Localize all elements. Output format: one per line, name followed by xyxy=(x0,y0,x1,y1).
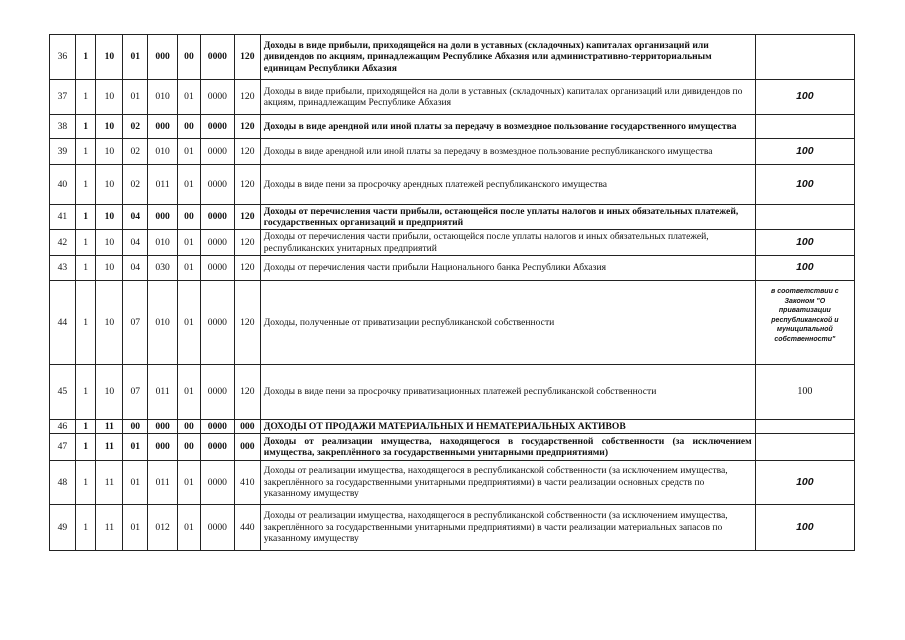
table-row xyxy=(50,365,855,420)
code-element: 01 xyxy=(178,165,201,205)
code-article: 04 xyxy=(123,205,148,230)
code-article: 07 xyxy=(123,281,148,365)
code-article: 01 xyxy=(123,35,148,80)
code-program: 0000 xyxy=(200,139,234,165)
row-number: 44 xyxy=(50,281,76,365)
code-subarticle: 011 xyxy=(148,165,178,205)
revenue-description: Доходы от реализации имущества, находящегося в государственной собственности (за исключением имущества, закреплённого за государственными унитарными предприятиями) xyxy=(260,434,755,461)
code-subarticle: 011 xyxy=(148,461,178,505)
code-group: 1 xyxy=(75,139,96,165)
code-program: 0000 xyxy=(200,505,234,551)
code-subgroup: 10 xyxy=(96,80,123,115)
privatization-law-note: в соответствии с Законом "О приватизации республиканской и муниципальной собственности" xyxy=(755,281,854,365)
code-subarticle: 000 xyxy=(148,35,178,80)
code-classification: 120 xyxy=(234,230,260,256)
code-group: 1 xyxy=(75,165,96,205)
code-article: 02 xyxy=(123,139,148,165)
code-subarticle: 010 xyxy=(148,281,178,365)
code-group: 1 xyxy=(75,281,96,365)
code-group: 1 xyxy=(75,80,96,115)
row-number: 48 xyxy=(50,461,76,505)
code-subgroup: 11 xyxy=(96,434,123,461)
code-subarticle: 000 xyxy=(148,420,178,434)
table-row xyxy=(50,230,855,256)
code-element: 01 xyxy=(178,365,201,420)
code-classification: 120 xyxy=(234,80,260,115)
row-number: 36 xyxy=(50,35,76,80)
code-classification: 120 xyxy=(234,115,260,139)
revenue-description: Доходы от перечисления части прибыли, остающейся после уплаты налогов и иных обязательных платежей, государственных организаций и предприятий xyxy=(260,205,755,230)
code-subarticle: 012 xyxy=(148,505,178,551)
code-classification: 000 xyxy=(234,434,260,461)
code-article: 02 xyxy=(123,115,148,139)
revenue-description: Доходы в виде арендной или иной платы за передачу в возмездное пользование государственного имущества xyxy=(260,115,755,139)
code-subgroup: 10 xyxy=(96,35,123,80)
code-subgroup: 11 xyxy=(96,420,123,434)
row-number: 42 xyxy=(50,230,76,256)
code-article: 01 xyxy=(123,80,148,115)
code-program: 0000 xyxy=(200,115,234,139)
code-subarticle: 010 xyxy=(148,230,178,256)
code-subarticle: 010 xyxy=(148,80,178,115)
code-classification: 120 xyxy=(234,165,260,205)
code-element: 01 xyxy=(178,256,201,281)
code-program: 0000 xyxy=(200,461,234,505)
code-group: 1 xyxy=(75,35,96,80)
code-program: 0000 xyxy=(200,256,234,281)
norm-value: 100 xyxy=(755,80,854,115)
table-row xyxy=(50,420,855,434)
revenue-description: Доходы в виде пени за просрочку арендных платежей республиканского имущества xyxy=(260,165,755,205)
code-subarticle: 010 xyxy=(148,139,178,165)
row-number: 45 xyxy=(50,365,76,420)
code-element: 00 xyxy=(178,205,201,230)
row-number: 46 xyxy=(50,420,76,434)
table-row xyxy=(50,115,855,139)
code-group: 1 xyxy=(75,505,96,551)
code-group: 1 xyxy=(75,420,96,434)
code-element: 01 xyxy=(178,139,201,165)
table-row xyxy=(50,165,855,205)
budget-revenue-table xyxy=(49,34,855,551)
code-program: 0000 xyxy=(200,80,234,115)
revenue-description: Доходы, полученные от приватизации республиканской собственности xyxy=(260,281,755,365)
norm-value xyxy=(755,115,854,139)
code-element: 01 xyxy=(178,505,201,551)
code-subgroup: 11 xyxy=(96,505,123,551)
table-row xyxy=(50,35,855,80)
code-group: 1 xyxy=(75,256,96,281)
norm-value xyxy=(755,35,854,80)
revenue-description: Доходы от перечисления части прибыли Национального банка Республики Абхазия xyxy=(260,256,755,281)
code-subarticle: 000 xyxy=(148,205,178,230)
code-program: 0000 xyxy=(200,420,234,434)
revenue-description: Доходы от реализации имущества, находящегося в республиканской собственности (за исключением имущества, закреплённого за государственными унитарными предприятиями) в части реализации основных средств по указанному имуществу xyxy=(260,461,755,505)
table-row xyxy=(50,281,855,365)
code-group: 1 xyxy=(75,461,96,505)
code-article: 01 xyxy=(123,434,148,461)
code-article: 01 xyxy=(123,505,148,551)
code-element: 00 xyxy=(178,420,201,434)
code-subgroup: 10 xyxy=(96,230,123,256)
row-number: 43 xyxy=(50,256,76,281)
code-program: 0000 xyxy=(200,365,234,420)
norm-value: 100 xyxy=(755,365,854,420)
norm-value: 100 xyxy=(755,505,854,551)
code-subgroup: 10 xyxy=(96,165,123,205)
revenue-description: Доходы в виде арендной или иной платы за передачу в возмездное пользование республиканского имущества xyxy=(260,139,755,165)
norm-value: 100 xyxy=(755,256,854,281)
code-program: 0000 xyxy=(200,35,234,80)
code-classification: 120 xyxy=(234,205,260,230)
row-number: 49 xyxy=(50,505,76,551)
row-number: 37 xyxy=(50,80,76,115)
table-row xyxy=(50,256,855,281)
code-element: 01 xyxy=(178,80,201,115)
revenue-description: ДОХОДЫ ОТ ПРОДАЖИ МАТЕРИАЛЬНЫХ И НЕМАТЕРИАЛЬНЫХ АКТИВОВ xyxy=(260,420,755,434)
code-classification: 120 xyxy=(234,35,260,80)
row-number: 40 xyxy=(50,165,76,205)
code-group: 1 xyxy=(75,230,96,256)
code-article: 07 xyxy=(123,365,148,420)
revenue-description: Доходы в виде прибыли, приходящейся на доли в уставных (складочных) капиталах организаций или дивидендов по акциям, принадлежащим Республике Абхазия xyxy=(260,80,755,115)
revenue-description: Доходы в виде пени за просрочку приватизационных платежей республиканской собственности xyxy=(260,365,755,420)
norm-value xyxy=(755,420,854,434)
row-number: 38 xyxy=(50,115,76,139)
code-element: 01 xyxy=(178,230,201,256)
table-row xyxy=(50,461,855,505)
code-article: 00 xyxy=(123,420,148,434)
table-row xyxy=(50,434,855,461)
code-subgroup: 10 xyxy=(96,281,123,365)
code-element: 00 xyxy=(178,115,201,139)
code-subgroup: 11 xyxy=(96,461,123,505)
code-classification: 000 xyxy=(234,420,260,434)
row-number: 47 xyxy=(50,434,76,461)
table-row xyxy=(50,80,855,115)
code-subgroup: 10 xyxy=(96,365,123,420)
code-classification: 120 xyxy=(234,139,260,165)
code-element: 00 xyxy=(178,434,201,461)
revenue-description: Доходы от реализации имущества, находящегося в республиканской собственности (за исключением имущества, закреплённого за государственными унитарными предприятиями) в части реализации материальных запасов по указанному имуществу xyxy=(260,505,755,551)
code-program: 0000 xyxy=(200,205,234,230)
code-group: 1 xyxy=(75,205,96,230)
code-subgroup: 10 xyxy=(96,256,123,281)
code-classification: 120 xyxy=(234,281,260,365)
code-classification: 120 xyxy=(234,365,260,420)
code-subarticle: 030 xyxy=(148,256,178,281)
code-program: 0000 xyxy=(200,230,234,256)
revenue-description: Доходы в виде прибыли, приходящейся на доли в уставных (складочных) капиталах организаций или дивидендов по акциям, принадлежащим Республике Абхазия или административно-территориальным единицам Республики Абхазия xyxy=(260,35,755,80)
row-number: 39 xyxy=(50,139,76,165)
norm-value xyxy=(755,205,854,230)
code-subgroup: 10 xyxy=(96,139,123,165)
code-article: 02 xyxy=(123,165,148,205)
code-subarticle: 011 xyxy=(148,365,178,420)
norm-value xyxy=(755,434,854,461)
code-classification: 410 xyxy=(234,461,260,505)
code-article: 04 xyxy=(123,230,148,256)
code-article: 04 xyxy=(123,256,148,281)
code-element: 01 xyxy=(178,461,201,505)
norm-value: 100 xyxy=(755,139,854,165)
code-group: 1 xyxy=(75,434,96,461)
code-article: 01 xyxy=(123,461,148,505)
code-program: 0000 xyxy=(200,165,234,205)
code-subarticle: 000 xyxy=(148,115,178,139)
norm-value: 100 xyxy=(755,461,854,505)
table-row xyxy=(50,139,855,165)
code-subgroup: 10 xyxy=(96,205,123,230)
code-element: 00 xyxy=(178,35,201,80)
code-group: 1 xyxy=(75,115,96,139)
code-element: 01 xyxy=(178,281,201,365)
code-program: 0000 xyxy=(200,281,234,365)
revenue-description: Доходы от перечисления части прибыли, остающейся после уплаты налогов и иных обязательных платежей, республиканских унитарных предприятий xyxy=(260,230,755,256)
norm-value: 100 xyxy=(755,165,854,205)
code-subgroup: 10 xyxy=(96,115,123,139)
code-classification: 120 xyxy=(234,256,260,281)
table-row xyxy=(50,505,855,551)
row-number: 41 xyxy=(50,205,76,230)
table-row xyxy=(50,205,855,230)
code-subarticle: 000 xyxy=(148,434,178,461)
norm-value: 100 xyxy=(755,230,854,256)
code-group: 1 xyxy=(75,365,96,420)
code-program: 0000 xyxy=(200,434,234,461)
code-classification: 440 xyxy=(234,505,260,551)
